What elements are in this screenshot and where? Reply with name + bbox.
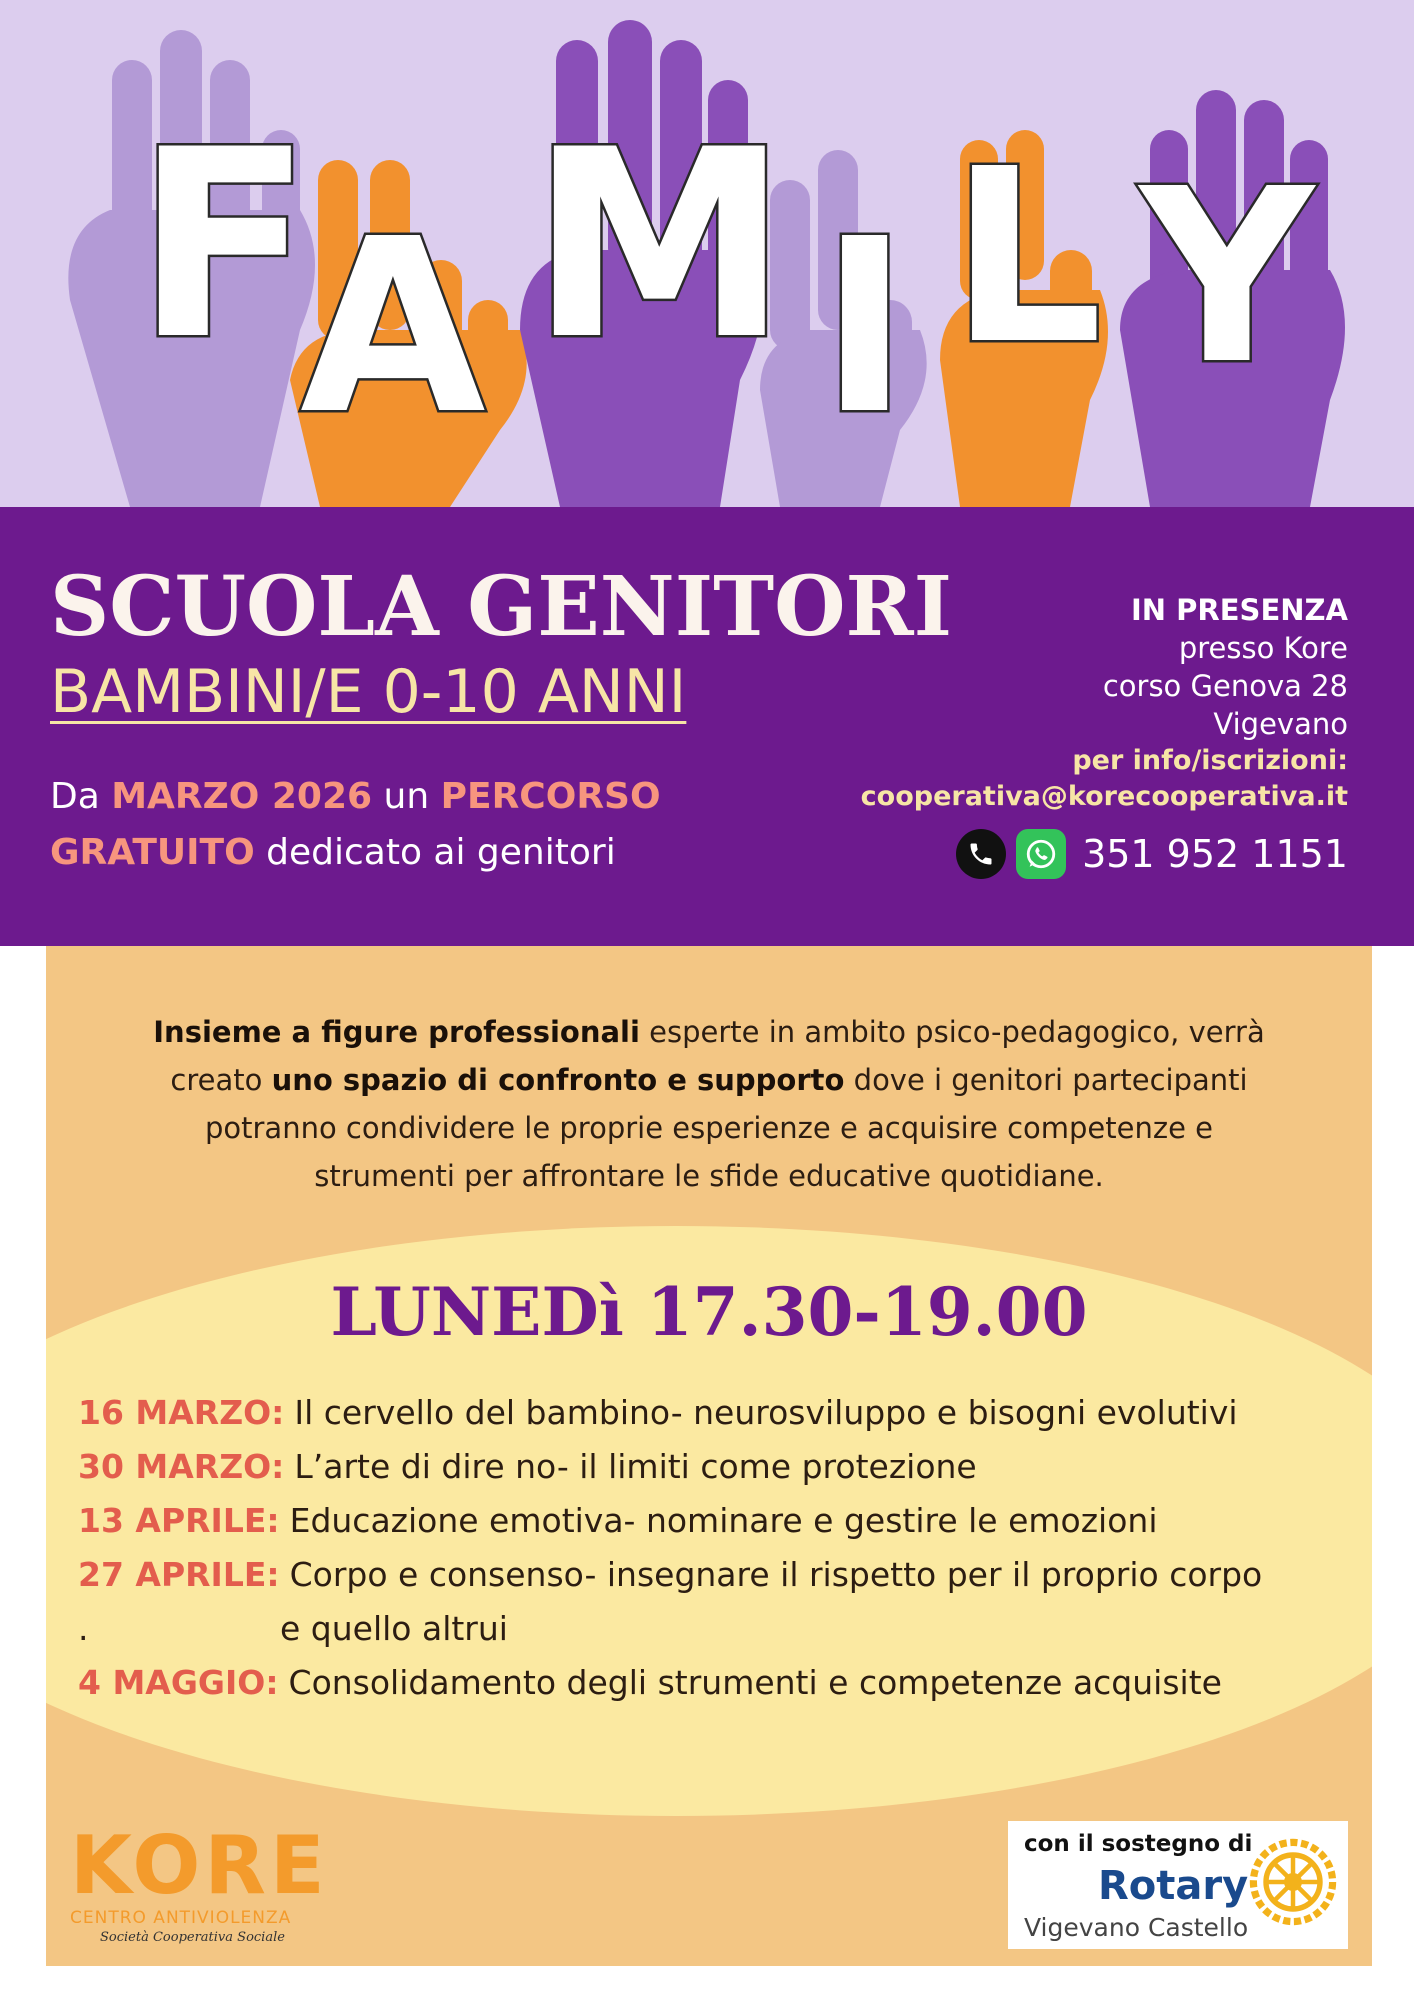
schedule-topic: Consolidamento degli strumenti e competenze acquisite: [288, 1663, 1222, 1702]
description-part: strumenti per affrontare le sfide educative quotidiane.: [314, 1159, 1104, 1193]
description-part: esperte in ambito psico-pedagogico, verrà: [639, 1015, 1265, 1049]
schedule-item: [78, 1548, 1368, 1602]
hero-illustration: [0, 0, 1414, 507]
schedule-topic: Educazione emotiva- nominare e gestire le emozioni: [289, 1501, 1158, 1540]
page-title: SCUOLA GENITORI: [50, 559, 953, 655]
schedule-date: 27 APRILE:: [78, 1555, 280, 1594]
location-line: Vigevano: [1213, 707, 1348, 741]
phone-number[interactable]: 351 952 1151: [1082, 832, 1348, 876]
hero-letter-m: M: [530, 95, 789, 397]
location-mode: IN PRESENZA: [1131, 593, 1348, 627]
rotary-name: Rotary: [1098, 1863, 1249, 1909]
schedule-item-continuation: [78, 1602, 1368, 1656]
location-line: corso Genova 28: [1102, 669, 1348, 703]
intro-highlight-gratuito: GRATUITO: [50, 832, 255, 873]
info-label: per info/iscrizioni:: [1072, 745, 1348, 776]
whatsapp-icon: [1016, 829, 1066, 879]
phone-icon: [956, 829, 1006, 879]
description-part: dove i genitori partecipanti: [844, 1063, 1248, 1097]
kore-logo-name: KORE: [70, 1819, 329, 1912]
rotary-sponsor-box: [1008, 1821, 1348, 1949]
schedule-topic: Corpo e consenso- insegnare il rispetto per il proprio corpo: [289, 1555, 1263, 1594]
info-panel: [46, 946, 1372, 1966]
family-hands-illustration: [0, 0, 1414, 507]
schedule-item: [78, 1440, 1368, 1494]
schedule-date: 4 MAGGIO:: [78, 1663, 279, 1702]
kore-logo: [70, 1819, 330, 1946]
continuation-mark: .: [78, 1609, 89, 1648]
location-line: presso Kore: [1178, 631, 1348, 665]
intro-part: un: [372, 776, 441, 817]
kore-logo-society: Società Cooperativa Sociale: [100, 1930, 285, 1945]
schedule-list: [78, 1386, 1368, 1710]
intro-text: [50, 769, 750, 881]
description-text: [46, 1008, 1372, 1200]
email-link[interactable]: cooperativa@korecooperativa.it: [860, 781, 1348, 812]
intro-part: Da: [50, 776, 112, 817]
description-part: creato: [170, 1063, 272, 1097]
description-bold: uno spazio di confronto e supporto: [271, 1063, 845, 1097]
phone-row: [861, 829, 1348, 879]
schedule-topic: Il cervello del bambino- neurosviluppo e bisogni evolutivi: [294, 1393, 1238, 1432]
header-band: [0, 507, 1414, 946]
intro-highlight-percorso: PERCORSO: [440, 776, 661, 817]
schedule-date: 30 MARZO:: [78, 1447, 285, 1486]
schedule-item: [78, 1494, 1368, 1548]
intro-highlight-date: MARZO 2026: [111, 776, 373, 817]
intro-part: dedicato ai genitori: [254, 832, 616, 873]
schedule-date: 16 MARZO:: [78, 1393, 285, 1432]
schedule-item: [78, 1656, 1368, 1710]
description-part: potranno condividere le proprie esperienze e acquisire competenze e: [204, 1111, 1213, 1145]
page-subtitle: BAMBINI/E 0-10 ANNI: [50, 657, 687, 727]
kore-logo-line: CENTRO ANTIVIOLENZA: [70, 1908, 292, 1928]
sponsor-label: con il sostegno di: [1024, 1831, 1253, 1857]
rotary-wheel-icon: [1248, 1837, 1338, 1927]
description-bold: Insieme a figure professionali: [153, 1015, 640, 1049]
schedule-topic-continuation: e quello altrui: [280, 1609, 508, 1648]
hero-letter-l: L: [950, 117, 1103, 397]
schedule-date: 13 APRILE:: [78, 1501, 280, 1540]
hero-letter-y: Y: [1140, 137, 1314, 417]
contact-block: [861, 591, 1348, 879]
schedule-topic: L’arte di dire no- il limiti come protezione: [294, 1447, 977, 1486]
schedule-item: [78, 1386, 1368, 1440]
rotary-club: Vigevano Castello: [1024, 1913, 1249, 1942]
hero-letter-i: I: [820, 187, 910, 467]
schedule-title: LUNEDì 17.30-19.00: [330, 1273, 1088, 1351]
hero-letter-f: F: [135, 95, 313, 397]
hero-letter-a: A: [300, 187, 486, 467]
